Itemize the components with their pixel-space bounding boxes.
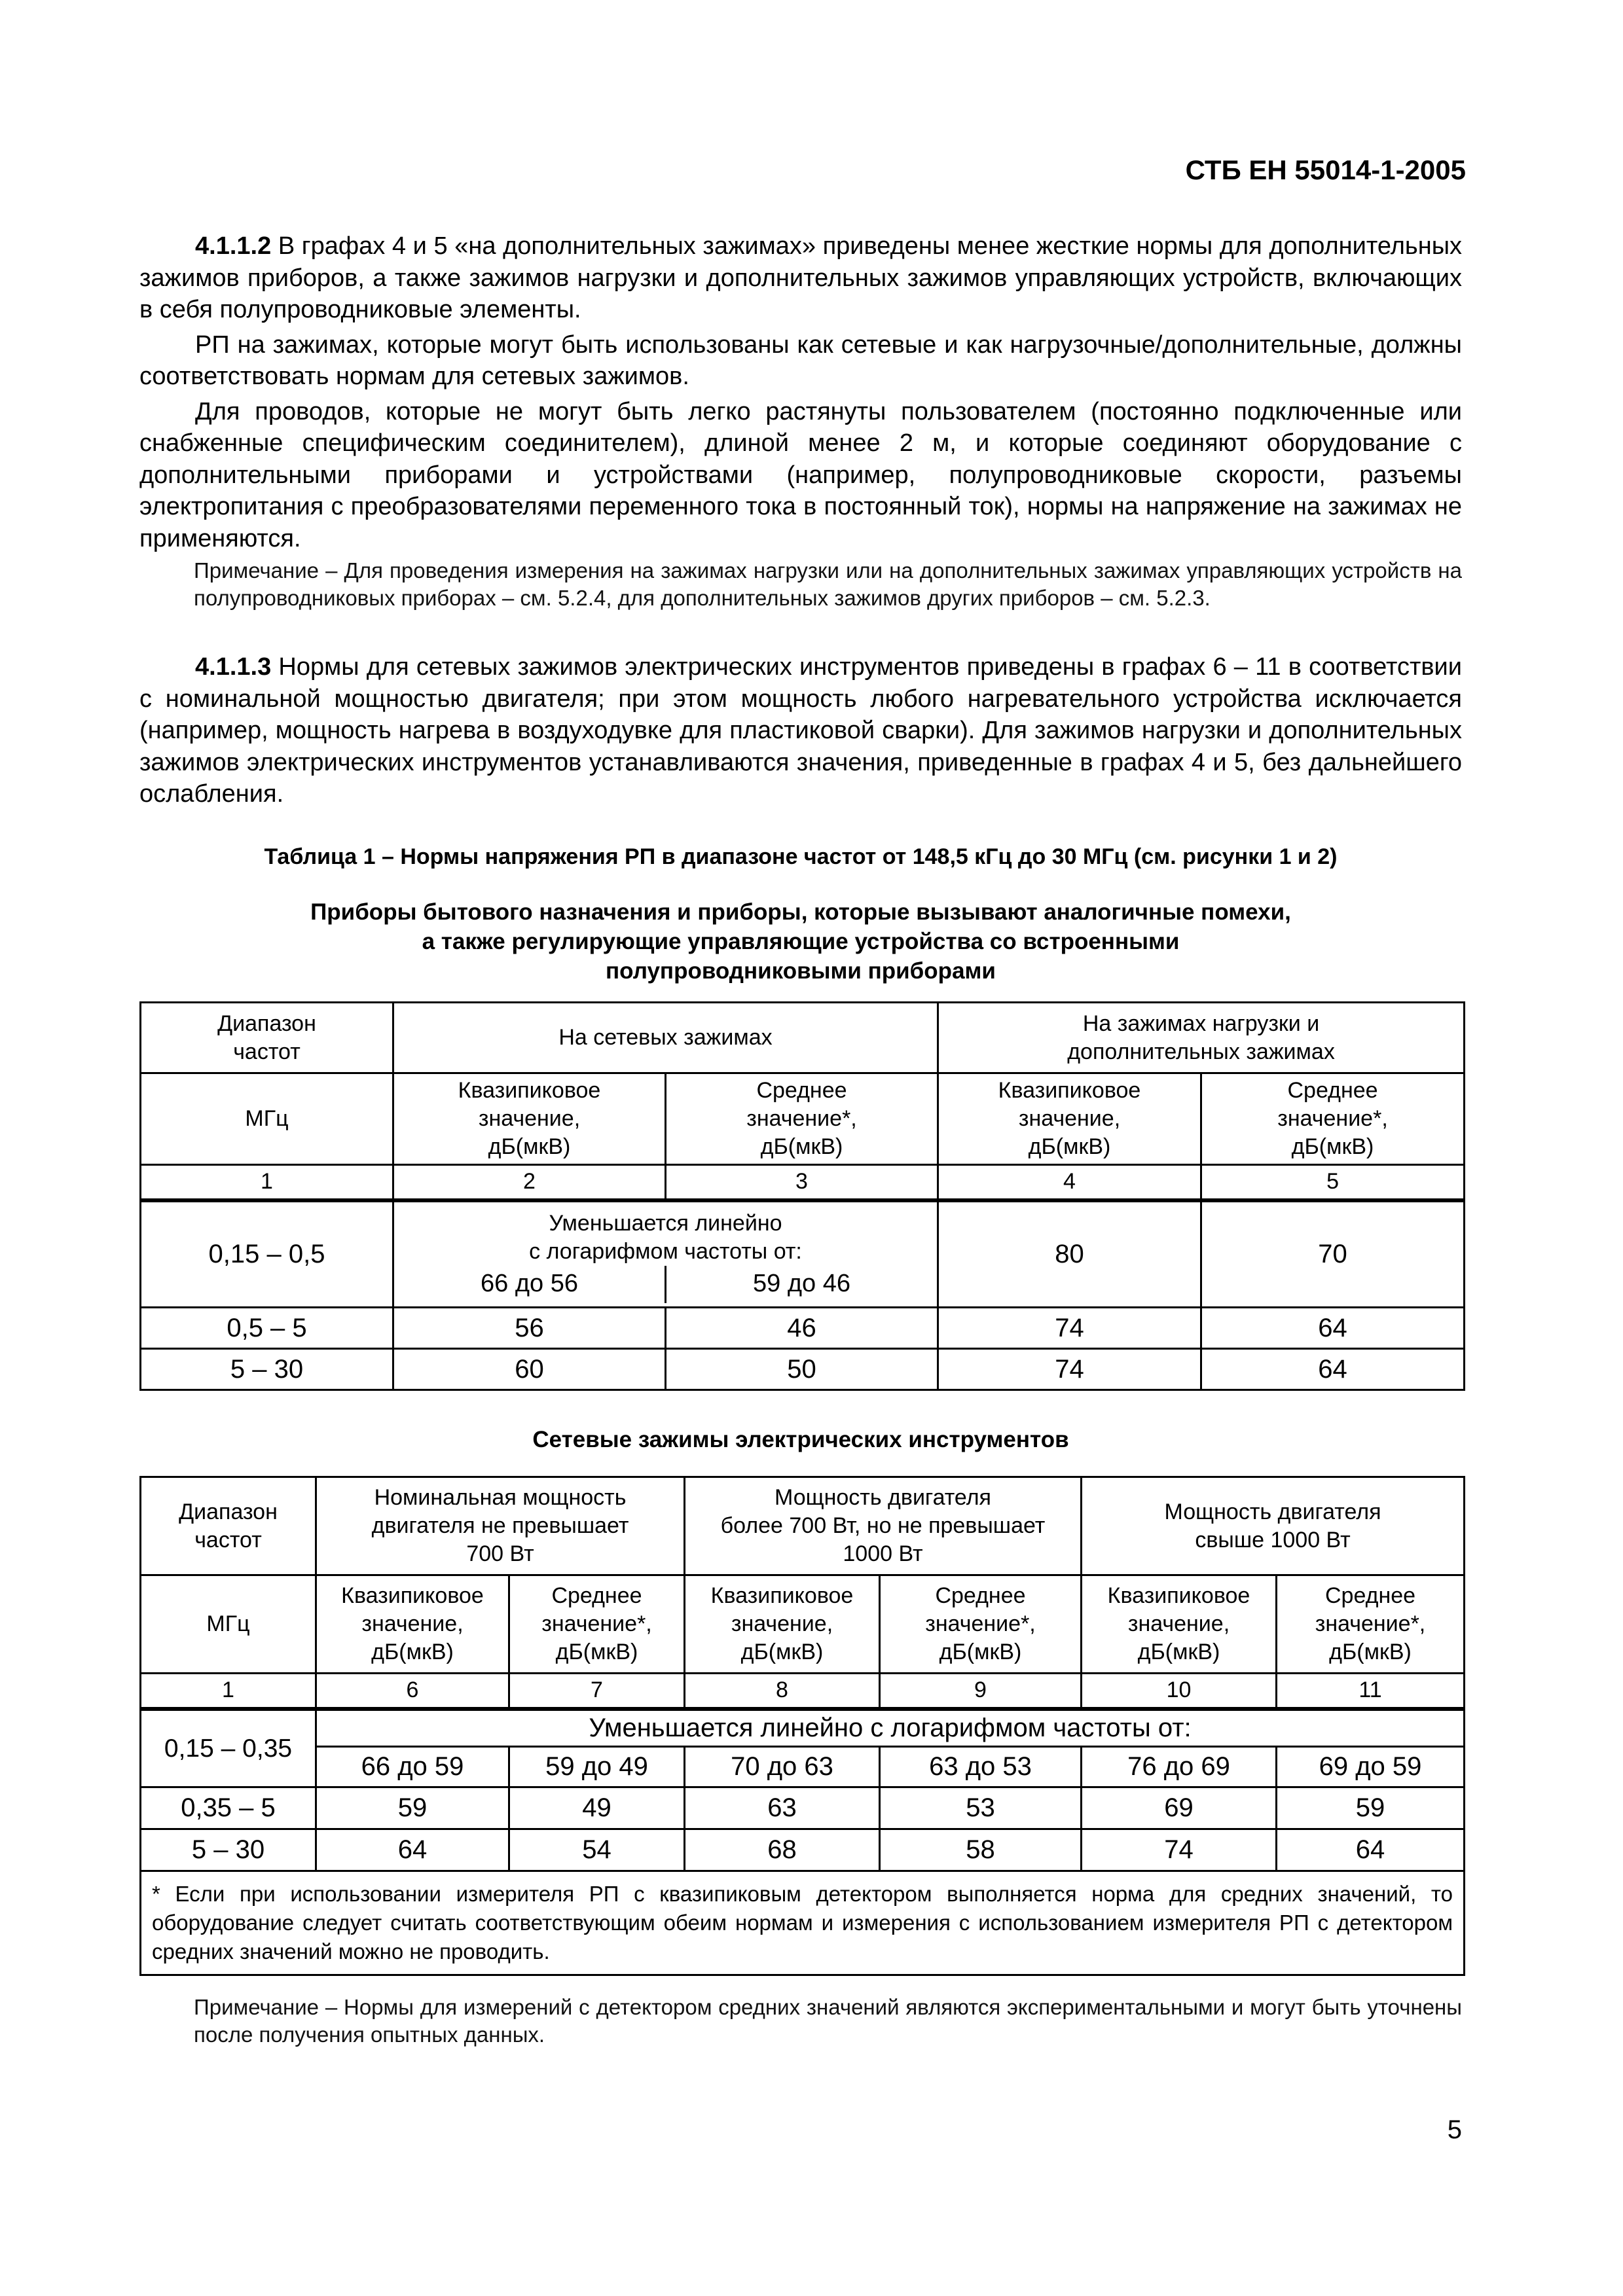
column-number: 10 <box>1082 1674 1277 1709</box>
header-cell-qp: Квазипиковое значение, дБ(мкВ) <box>685 1575 880 1674</box>
header-cell-power-over-1000: Мощность двигателя свыше 1000 Вт <box>1082 1477 1465 1575</box>
value-cell: 49 <box>509 1787 685 1829</box>
header-cell-unit: МГц <box>141 1073 393 1165</box>
value-cell: 59 <box>1277 1787 1465 1829</box>
value-cell: 74 <box>1082 1829 1277 1871</box>
table-row <box>141 1200 1465 1308</box>
header-cell-power-1000: Мощность двигателя более 700 Вт, но не превышает 1000 Вт <box>685 1477 1082 1575</box>
table-1-caption: Таблица 1 – Нормы напряжения РП в диапазоне частот от 148,5 кГц до 30 МГц (см. рисунки 1 и 2) <box>264 844 1338 869</box>
qp-range-value: 66 до 56 <box>394 1266 666 1303</box>
paragraph-text: Нормы для сетевых зажимов электрических инструментов приведены в графах 6 – 11 в соответствии с номинальной мощностью двигателя; при этом мощность любого нагревательного устройства исключается (например, мощность нагрева в воздуходувке для пластиковой сварки). Для зажимов нагрузки и дополнительных зажимов электрических инструментов устанавливаются значения, приведенные в графах 4 и 5, без дальнейшего ослабления. <box>139 653 1462 808</box>
header-cell-avg: Среднее значение*, дБ(мкВ) <box>666 1073 938 1165</box>
column-number: 3 <box>666 1165 938 1200</box>
table-row <box>141 1709 1465 1747</box>
decreasing-note: Уменьшается линейно с логарифмом частоты от: <box>316 1709 1465 1747</box>
header-cell-avg: Среднее значение*, дБ(мкВ) <box>1201 1073 1465 1165</box>
range-cell: 0,15 – 0,5 <box>141 1200 393 1308</box>
subtitle-line: полупроводниковыми приборами <box>606 958 996 984</box>
document-code: СТБ ЕН 55014-1-2005 <box>1185 154 1466 185</box>
table-row-column-numbers <box>141 1674 1465 1709</box>
table-row <box>141 1575 1465 1674</box>
column-number: 5 <box>1201 1165 1465 1200</box>
value-cell: 74 <box>938 1308 1201 1349</box>
value-cell: 46 <box>666 1308 938 1349</box>
header-cell-qp: Квазипиковое значение, дБ(мкВ) <box>1082 1575 1277 1674</box>
body-text-top <box>139 230 1462 554</box>
header-cell-load: На зажимах нагрузки и дополнительных зажимах <box>938 1003 1465 1073</box>
clause-number: 4.1.1.2 <box>195 232 272 260</box>
range-cell: 5 – 30 <box>141 1349 393 1390</box>
value-cell: 69 до 59 <box>1277 1747 1465 1787</box>
table-row <box>141 1003 1465 1073</box>
header-cell-avg: Среднее значение*, дБ(мкВ) <box>509 1575 685 1674</box>
value-cell: 64 <box>1201 1349 1465 1390</box>
column-number: 2 <box>393 1165 666 1200</box>
value-cell: 66 до 59 <box>316 1747 509 1787</box>
value-cell: 53 <box>880 1787 1082 1829</box>
value-cell: 59 <box>316 1787 509 1829</box>
table-2 <box>139 1476 1465 1976</box>
header-cell-power-700: Номинальная мощность двигателя не превышает 700 Вт <box>316 1477 685 1575</box>
value-cell: 76 до 69 <box>1082 1747 1277 1787</box>
load-qp-value: 80 <box>938 1200 1201 1308</box>
table-row-column-numbers <box>141 1165 1465 1200</box>
value-cell: 69 <box>1082 1787 1277 1829</box>
header-cell-qp: Квазипиковое значение, дБ(мкВ) <box>316 1575 509 1674</box>
column-number: 11 <box>1277 1674 1465 1709</box>
paragraph-4-1-1-2 <box>139 230 1462 326</box>
header-cell-qp: Квазипиковое значение, дБ(мкВ) <box>938 1073 1201 1165</box>
subtitle-line: а также регулирующие управляющие устройства со встроенными <box>422 929 1180 954</box>
value-cell: 50 <box>666 1349 938 1390</box>
header-cell-range: Диапазон частот <box>141 1003 393 1073</box>
body-text-tools <box>139 651 1462 810</box>
table-row-footnote <box>141 1871 1465 1975</box>
footnote: * Если при использовании измерителя РП с квазипиковым детектором выполняется норма для средних значений, то оборудование следует считать соответствующим обеим нормам и измерения с использованием измерителя РП с детектором средних значений можно не проводить. <box>141 1871 1465 1975</box>
column-number: 7 <box>509 1674 685 1709</box>
subtitle-line: Приборы бытового назначения и приборы, которые вызывают аналогичные помехи, <box>310 899 1291 925</box>
value-cell: 70 до 63 <box>685 1747 880 1787</box>
table-row <box>141 1747 1465 1787</box>
value-cell: 63 до 53 <box>880 1747 1082 1787</box>
paragraph-wires: Для проводов, которые не могут быть легко растянуты пользователем (постоянно подключенные или снабженные специфическим соединителем), длиной менее 2 м, и которые соединяют оборудование с дополнительными приборами и устройствами (например, полупроводниковые скорости, разъемы электропитания с преобразователями переменного тока в постоянный ток), нормы на напряжение на зажимах не применяются. <box>139 397 1462 552</box>
table-row <box>141 1349 1465 1390</box>
value-cell: 54 <box>509 1829 685 1871</box>
column-number: 6 <box>316 1674 509 1709</box>
value-cell: 74 <box>938 1349 1201 1390</box>
header-cell-range: Диапазон частот <box>141 1477 316 1575</box>
note-average-detector: Примечание – Нормы для измерений с детектором средних значений являются экспериментальными и могут быть уточнены после получения опытных данных. <box>194 1995 1462 2047</box>
value-cell: 58 <box>880 1829 1082 1871</box>
range-cell: 0,35 – 5 <box>141 1787 316 1829</box>
table-row <box>141 1829 1465 1871</box>
table-1 <box>139 1001 1465 1391</box>
note-measurement: Примечание – Для проведения измерения на зажимах нагрузки или на дополнительных зажимах управляющих устройств на полупроводниковых приборах – см. 5.2.4, для дополнительных зажимов других приборов – см. 5.2.3. <box>194 558 1462 610</box>
load-avg-value: 70 <box>1201 1200 1465 1308</box>
value-cell: 63 <box>685 1787 880 1829</box>
value-cell: 60 <box>393 1349 666 1390</box>
paragraph-rp-terminals: РП на зажимах, которые могут быть использованы как сетевые и как нагрузочные/дополнительные, должны соответствовать нормам для сетевых зажимов. <box>139 331 1462 390</box>
header-cell-avg: Среднее значение*, дБ(мкВ) <box>880 1575 1082 1674</box>
header-cell-avg: Среднее значение*, дБ(мкВ) <box>1277 1575 1465 1674</box>
header-cell-mains: На сетевых зажимах <box>393 1003 938 1073</box>
avg-range-value: 59 до 46 <box>753 1269 850 1297</box>
value-cell: 56 <box>393 1308 666 1349</box>
clause-number: 4.1.1.3 <box>195 653 272 681</box>
decreasing-note: Уменьшается линейно с логарифмом частоты от: <box>529 1210 802 1264</box>
header-cell-qp: Квазипиковое значение, дБ(мкВ) <box>393 1073 666 1165</box>
table-row <box>141 1308 1465 1349</box>
range-cell: 5 – 30 <box>141 1829 316 1871</box>
column-number: 4 <box>938 1165 1201 1200</box>
column-number: 9 <box>880 1674 1082 1709</box>
decreasing-linear-cell <box>393 1200 938 1308</box>
value-cell: 64 <box>1277 1829 1465 1871</box>
column-number: 8 <box>685 1674 880 1709</box>
page-number: 5 <box>1447 2115 1462 2144</box>
value-cell: 64 <box>1201 1308 1465 1349</box>
paragraph-text: В графах 4 и 5 «на дополнительных зажимах» приведены менее жесткие нормы для дополнительных зажимов приборов, а также зажимов нагрузки и дополнительных зажимов управляющих устройств, включающих в себя полупроводниковые элементы. <box>139 232 1462 323</box>
column-number: 1 <box>141 1674 316 1709</box>
table-row <box>141 1073 1465 1165</box>
header-cell-unit: МГц <box>141 1575 316 1674</box>
column-number: 1 <box>141 1165 393 1200</box>
value-cell: 64 <box>316 1829 509 1871</box>
table-row <box>141 1477 1465 1575</box>
paragraph-4-1-1-3 <box>139 651 1462 810</box>
range-cell: 0,5 – 5 <box>141 1308 393 1349</box>
table-row <box>141 1787 1465 1829</box>
value-cell: 59 до 49 <box>509 1747 685 1787</box>
table-1-subtitle <box>139 897 1462 986</box>
table-2-subtitle: Сетевые зажимы электрических инструментов <box>532 1427 1069 1452</box>
value-cell: 68 <box>685 1829 880 1871</box>
range-cell: 0,15 – 0,35 <box>141 1709 316 1787</box>
